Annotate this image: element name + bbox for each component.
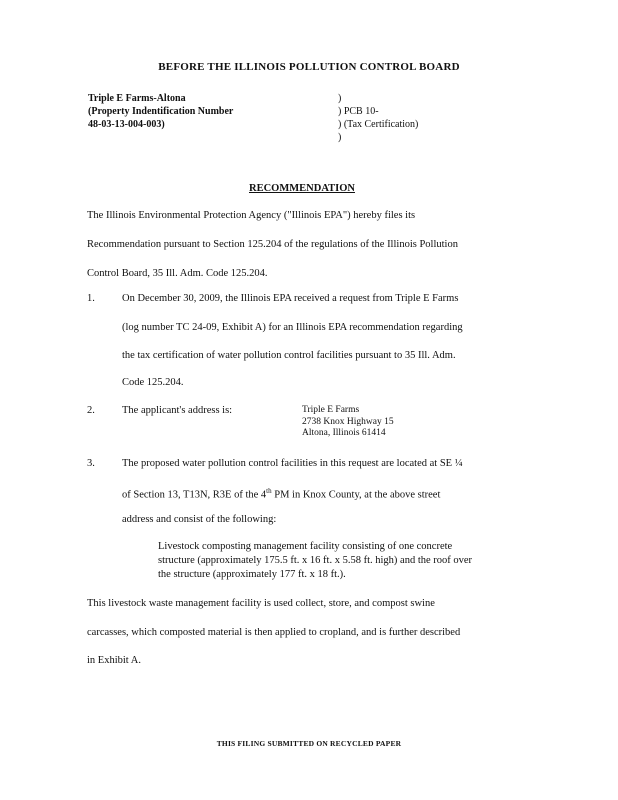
para-3-number: 3. bbox=[87, 458, 95, 469]
para-3-line-2-end: PM in Knox County, at the above street bbox=[271, 489, 441, 501]
address-line-name: Triple E Farms bbox=[302, 405, 360, 415]
caption-brace-1: ) bbox=[338, 93, 342, 104]
closing-line-1: This livestock waste management facility is used collect, store, and compost swine bbox=[87, 598, 435, 609]
para-1-line-4: Code 125.204. bbox=[122, 377, 184, 388]
para-2-number: 2. bbox=[87, 405, 95, 416]
case-caption bbox=[88, 92, 233, 131]
caption-brace-4: ) bbox=[338, 132, 342, 143]
closing-line-2: carcasses, which composted material is then applied to cropland, and is further described bbox=[87, 627, 461, 638]
case-type: ) (Tax Certification) bbox=[338, 119, 419, 130]
para-1-number: 1. bbox=[87, 293, 95, 304]
case-number-block bbox=[338, 92, 418, 144]
ordinal-superscript: th bbox=[266, 487, 272, 495]
intro-line-2: Recommendation pursuant to Section 125.204 of the regulations of the Illinois Pollution bbox=[87, 239, 458, 250]
applicant-address bbox=[302, 405, 394, 440]
para-1-line-1: On December 30, 2009, the Illinois EPA received a request from Triple E Farms bbox=[122, 293, 459, 304]
facility-description-line-3: the structure (approximately 177 ft. x 18 ft.). bbox=[158, 569, 346, 580]
caption-line-pin: (Property Indentification Number bbox=[88, 106, 234, 117]
address-line-street: 2738 Knox Highway 15 bbox=[302, 416, 394, 427]
board-heading: BEFORE THE ILLINOIS POLLUTION CONTROL BOARD bbox=[158, 61, 460, 73]
intro-line-3: Control Board, 35 Ill. Adm. Code 125.204. bbox=[87, 268, 268, 279]
para-3-line-3: address and consist of the following: bbox=[122, 514, 277, 525]
closing-line-3: in Exhibit A. bbox=[87, 655, 141, 666]
para-3-line-2-start: of Section 13, T13N, R3E of the 4 bbox=[122, 489, 267, 501]
para-3-line-2 bbox=[122, 487, 440, 501]
recommendation-title: RECOMMENDATION bbox=[249, 183, 355, 194]
para-1-line-2: (log number TC 24-09, Exhibit A) for an Illinois EPA recommendation regarding bbox=[122, 322, 463, 333]
intro-line-1: The Illinois Environmental Protection Agency ("Illinois EPA") hereby files its bbox=[87, 210, 416, 221]
facility-description-line-2: structure (approximately 175.5 ft. x 16 ft. x 5.58 ft. high) and the roof over bbox=[158, 555, 473, 566]
recycled-paper-footer: THIS FILING SUBMITTED ON RECYCLED PAPER bbox=[216, 739, 402, 748]
applicant-address-label: The applicant's address is: bbox=[122, 405, 233, 416]
caption-line-party: Triple E Farms-Altona bbox=[88, 93, 186, 104]
case-number: ) PCB 10- bbox=[338, 106, 379, 117]
facility-description-line-1: Livestock composting management facility consisting of one concrete bbox=[158, 541, 453, 552]
para-1-line-3: the tax certification of water pollution control facilities pursuant to 35 Ill. Adm. bbox=[122, 350, 456, 361]
caption-line-pin-number: 48-03-13-004-003) bbox=[88, 119, 165, 130]
para-3-line-1: The proposed water pollution control facilities in this request are located at SE ¼ bbox=[122, 458, 463, 469]
address-line-city: Altona, Illinois 61414 bbox=[302, 428, 386, 438]
